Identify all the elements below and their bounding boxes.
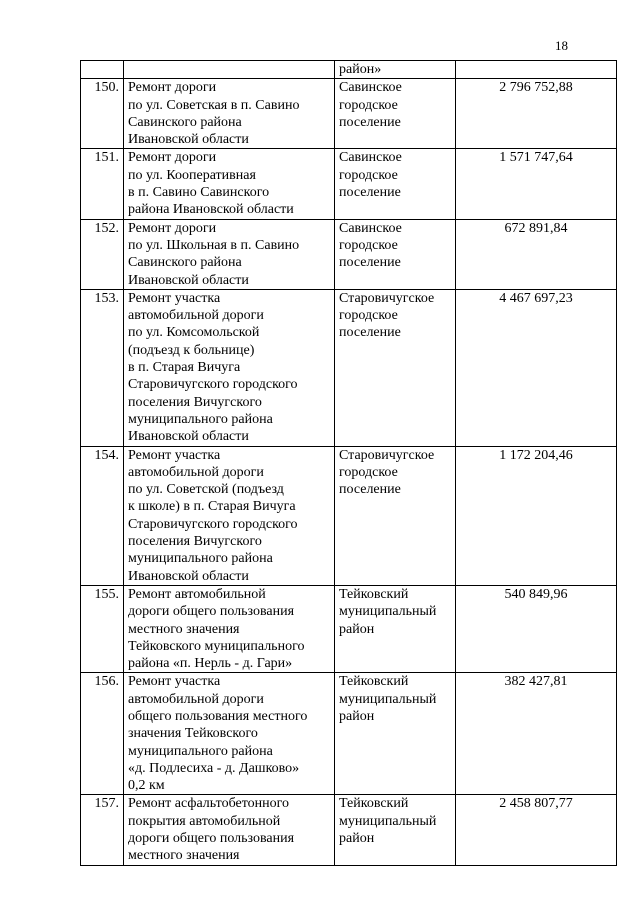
- table-row: [81, 585, 617, 672]
- work-description-line: района Ивановской области: [128, 202, 294, 218]
- work-description-line: района «п. Нерль - д. Гари»: [128, 656, 293, 672]
- recipient-line: Старовичугское: [339, 447, 435, 463]
- row-number: 156.: [81, 673, 124, 795]
- work-description-line: Ивановской области: [128, 568, 249, 584]
- work-description-line: автомобильной дороги: [128, 308, 264, 324]
- work-description-cell: [124, 673, 335, 795]
- work-description-line: муниципального района: [128, 743, 273, 759]
- recipient-line: муниципальный: [339, 813, 437, 829]
- row-number: [81, 61, 124, 79]
- amount-cell: 1 172 204,46: [456, 446, 617, 585]
- work-description-line: по ул. Комсомольской: [128, 325, 260, 341]
- recipient-line: городское: [339, 308, 398, 324]
- work-description-line: в п. Старая Вичуга: [128, 360, 241, 376]
- table-row: [81, 673, 617, 795]
- amount-cell: [456, 61, 617, 79]
- work-description-line: поселения Вичугского: [128, 534, 262, 550]
- amount-cell: 672 891,84: [456, 219, 617, 289]
- table-row: [81, 446, 617, 585]
- recipient-cell: [335, 673, 456, 795]
- work-description-cell: [124, 585, 335, 672]
- recipient-cell: [335, 795, 456, 865]
- recipient-line: муниципальный: [339, 691, 437, 707]
- work-description-cell: [124, 795, 335, 865]
- recipient-cell: [335, 79, 456, 149]
- work-description-line: Ремонт участка: [128, 674, 221, 690]
- recipient-line: район: [339, 831, 375, 847]
- table-row: [81, 79, 617, 149]
- work-description-line: Ремонт дороги: [128, 150, 217, 166]
- work-description-cell: [124, 289, 335, 446]
- recipient-cell: [335, 219, 456, 289]
- work-description-line: муниципального района: [128, 411, 273, 427]
- row-number: 155.: [81, 585, 124, 672]
- work-description-line: Ивановской области: [128, 132, 249, 148]
- work-description-line: местного значения: [128, 621, 240, 637]
- work-description-cell: [124, 79, 335, 149]
- recipient-line: городское: [339, 464, 398, 480]
- work-description-line: общего пользования местного: [128, 708, 308, 724]
- work-description-line: поселения Вичугского: [128, 394, 262, 410]
- work-description-line: (подъезд к больнице): [128, 342, 255, 358]
- recipient-cell: [335, 585, 456, 672]
- amount-cell: 1 571 747,64: [456, 149, 617, 219]
- work-description-line: Ремонт асфальтобетонного: [128, 796, 290, 812]
- recipient-line: Савинское: [339, 150, 402, 166]
- recipient-line: поселение: [339, 325, 401, 341]
- table-row: [81, 149, 617, 219]
- recipient-cell: [335, 61, 456, 79]
- recipient-line: Тейковский: [339, 796, 409, 812]
- recipient-line: поселение: [339, 185, 401, 201]
- row-number: 153.: [81, 289, 124, 446]
- recipient-line: Савинское: [339, 220, 402, 236]
- recipient-line: район: [339, 621, 375, 637]
- row-number: 157.: [81, 795, 124, 865]
- work-description-line: по ул. Советская в п. Савино: [128, 97, 300, 113]
- work-description-line: Ремонт автомобильной: [128, 586, 266, 602]
- recipient-line: поселение: [339, 482, 401, 498]
- recipient-line: городское: [339, 97, 398, 113]
- work-description-line: Ремонт участка: [128, 290, 221, 306]
- work-description-line: значения Тейковского: [128, 726, 258, 742]
- road-repair-table: [80, 60, 617, 866]
- row-number: 154.: [81, 446, 124, 585]
- row-number: 151.: [81, 149, 124, 219]
- recipient-line: городское: [339, 167, 398, 183]
- table-row: [81, 289, 617, 446]
- amount-cell: 2 458 807,77: [456, 795, 617, 865]
- recipient-line: Старовичугское: [339, 290, 435, 306]
- work-description-line: Ивановской области: [128, 429, 249, 445]
- work-description-line: по ул. Советской (подъезд: [128, 482, 284, 498]
- amount-cell: 2 796 752,88: [456, 79, 617, 149]
- recipient-line: район»: [339, 62, 382, 77]
- amount-cell: 382 427,81: [456, 673, 617, 795]
- work-description-cell: [124, 446, 335, 585]
- recipient-line: Тейковский: [339, 674, 409, 690]
- work-description-line: «д. Подлесиха - д. Дашково»: [128, 760, 300, 776]
- work-description-line: Савинского района: [128, 114, 242, 130]
- work-description-line: Ивановской области: [128, 272, 249, 288]
- work-description-line: автомобильной дороги: [128, 464, 264, 480]
- work-description-line: по ул. Школьная в п. Савино: [128, 237, 300, 253]
- work-description-line: Ремонт участка: [128, 447, 221, 463]
- table-row: [81, 61, 617, 79]
- amount-cell: 540 849,96: [456, 585, 617, 672]
- row-number: 152.: [81, 219, 124, 289]
- recipient-cell: [335, 446, 456, 585]
- recipient-line: поселение: [339, 114, 401, 130]
- work-description-line: Ремонт дороги: [128, 220, 217, 236]
- work-description-cell: [124, 149, 335, 219]
- work-description-line: Старовичугского городского: [128, 377, 298, 393]
- work-description-line: Старовичугского городского: [128, 516, 298, 532]
- work-description-line: по ул. Кооперативная: [128, 167, 256, 183]
- recipient-line: поселение: [339, 255, 401, 271]
- work-description-line: к школе) в п. Старая Вичуга: [128, 499, 296, 515]
- work-description-line: Тейковского муниципального: [128, 638, 305, 654]
- amount-cell: 4 467 697,23: [456, 289, 617, 446]
- work-description-line: дороги общего пользования: [128, 831, 295, 847]
- work-description-line: в п. Савино Савинского: [128, 185, 270, 201]
- work-description-line: Ремонт дороги: [128, 80, 217, 96]
- recipient-line: муниципальный: [339, 604, 437, 620]
- work-description-line: муниципального района: [128, 551, 273, 567]
- work-description-cell: [124, 219, 335, 289]
- page-number: 18: [555, 38, 568, 53]
- recipient-line: городское: [339, 237, 398, 253]
- table-body: [81, 61, 617, 866]
- work-description-line: местного значения: [128, 848, 240, 864]
- work-description-line: дороги общего пользования: [128, 604, 295, 620]
- work-description-line: покрытия автомобильной: [128, 813, 281, 829]
- recipient-cell: [335, 149, 456, 219]
- work-description-line: 0,2 км: [128, 778, 165, 794]
- work-description-line: автомобильной дороги: [128, 691, 264, 707]
- recipient-line: Тейковский: [339, 586, 409, 602]
- recipient-line: район: [339, 708, 375, 724]
- work-description-line: Савинского района: [128, 255, 242, 271]
- row-number: 150.: [81, 79, 124, 149]
- table-row: [81, 219, 617, 289]
- table-row: [81, 795, 617, 865]
- work-description-cell: [124, 61, 335, 79]
- recipient-line: Савинское: [339, 80, 402, 96]
- recipient-cell: [335, 289, 456, 446]
